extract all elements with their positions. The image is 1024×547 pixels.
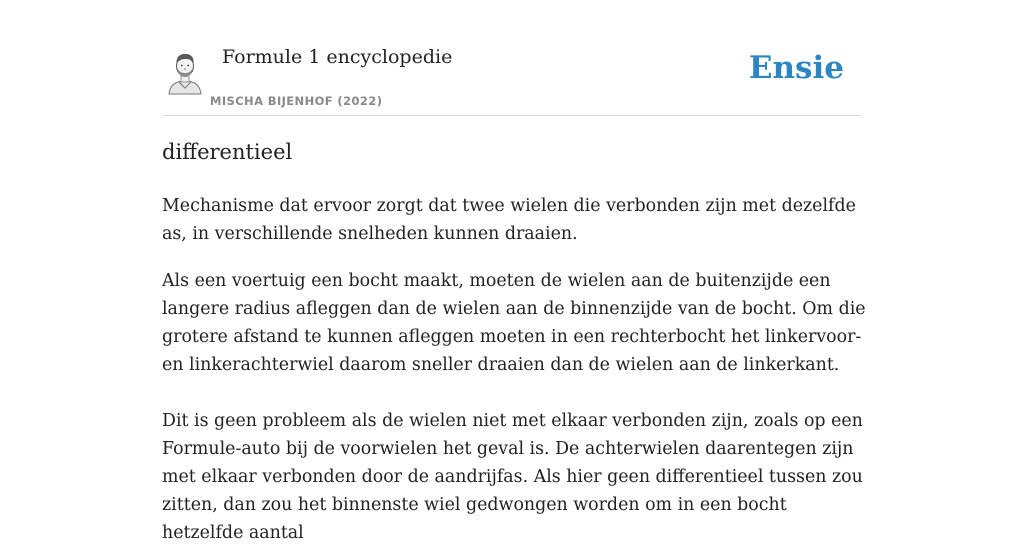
paragraph: Mechanisme dat ervoor zorgt dat twee wielen die verbonden zijn met dezelfde as, in verschillende snelheden kunnen draaien. bbox=[162, 196, 856, 244]
book-header bbox=[162, 44, 862, 116]
entry-explanation-continued bbox=[162, 407, 872, 547]
paragraph: Dit is geen probleem als de wielen niet met elkaar verbonden zijn, zoals op een Formule-auto bij de voorwielen het geval is. De achterwielen daarentegen zijn met elkaar verbonden door de aandrijfas. Als hier geen differentieel tussen zou zitten, dan zou het binnenste wiel gedwongen worden om in een bocht hetzelfde aantal bbox=[162, 411, 863, 543]
author-portrait-icon[interactable] bbox=[166, 50, 204, 94]
entry-explanation bbox=[162, 267, 872, 379]
ensie-logo[interactable]: Ensie bbox=[748, 50, 844, 86]
book-title[interactable]: Formule 1 encyclopedie bbox=[222, 46, 453, 68]
author-name[interactable]: MISCHA BIJENHOF (2022) bbox=[210, 94, 383, 108]
paragraph: Als een voertuig een bocht maakt, moeten de wielen aan de buitenzijde een langere radius afleggen dan de wielen aan de binnenzijde van de bocht. Om die grotere afstand te kunnen afleggen moeten in een rechterbocht het linkervoor- en linkerachterwiel daarom sneller draaien dan de wielen aan de linkerkant. bbox=[162, 271, 866, 375]
entry-definition bbox=[162, 192, 872, 248]
entry-title: differentieel bbox=[162, 140, 293, 164]
